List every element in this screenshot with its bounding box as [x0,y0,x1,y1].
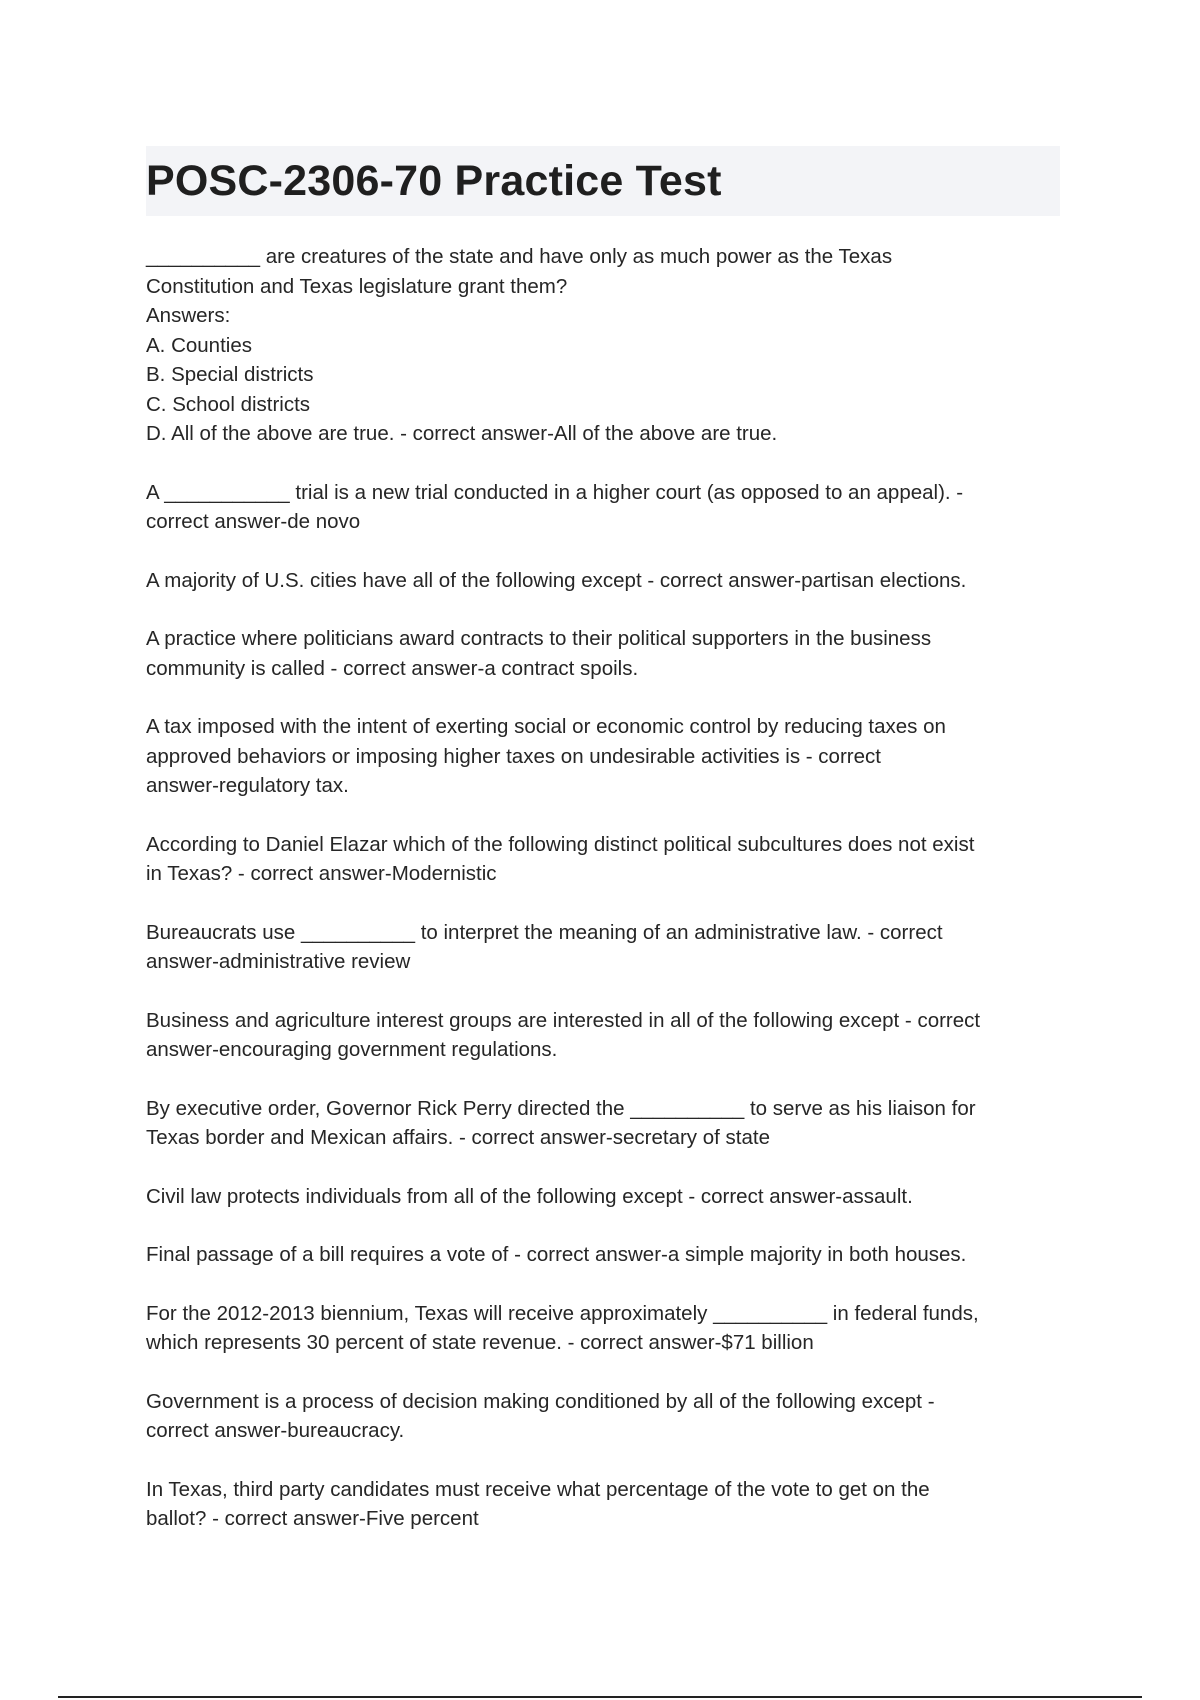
question-text: are creatures of the state and have only as much power as the Texas [260,245,893,268]
fill-in-blank: __________ [300,920,415,944]
question-text: A [146,480,165,504]
question-2-line-2: correct answer-de novo [146,510,361,533]
question-5-line-2: approved behaviors or imposing higher taxes on undesirable activities is - correct [146,744,881,768]
question-4-line-1: A practice where politicians award contracts to their political supporters in the business [146,627,932,650]
fill-in-blank: __________ [713,1301,828,1325]
question-3-text: A majority of U.S. cities have all of the following except - correct answer-partisan elections. [146,568,967,592]
answer-option-b: B. Special districts [146,363,314,386]
question-3 [146,566,1060,596]
question-2-line-1 [146,478,1060,508]
question-7-line-2: answer-administrative review [146,950,411,973]
question-text: Bureaucrats use [146,920,301,944]
page-bottom-divider [58,1696,1142,1698]
question-13 [146,1387,1060,1446]
question-6-line-1: According to Daniel Elazar which of the following distinct political subcultures does not exist [146,832,975,856]
question-8-line-2: answer-encouraging government regulations. [146,1038,558,1061]
question-11 [146,1240,1060,1270]
answers-label: Answers: [146,304,231,327]
question-1-line-2: Constitution and Texas legislature grant them? [146,274,568,298]
question-7 [146,918,1060,977]
question-9-line-2: Texas border and Mexican affairs. - correct answer-secretary of state [146,1126,770,1149]
question-text: to interpret the meaning of an administrative law. - correct [415,920,943,944]
question-6-line-2: in Texas? - correct answer-Modernistic [146,862,497,885]
question-8 [146,1006,1060,1065]
question-14-line-2: ballot? - correct answer-Five percent [146,1507,479,1530]
question-9-line-1 [146,1094,1060,1124]
fill-in-blank: ___________ [164,480,290,504]
question-1-line-1 [146,242,1060,272]
question-4-line-2: community is called - correct answer-a contract spoils. [146,656,639,680]
question-12-line-2: which represents 30 percent of state revenue. - correct answer-$71 billion [146,1331,814,1354]
question-2 [146,478,1060,537]
document-page [146,146,1060,1563]
question-4 [146,624,1060,683]
question-13-line-2: correct answer-bureaucracy. [146,1419,405,1442]
title-band [146,146,1060,216]
question-9 [146,1094,1060,1153]
question-5 [146,712,1060,801]
question-text: By executive order, Governor Rick Perry directed the [146,1096,631,1120]
question-13-line-1: Government is a process of decision making conditioned by all of the following except - [146,1389,935,1413]
question-text: trial is a new trial conducted in a higher court (as opposed to an appeal). - [289,480,964,504]
fill-in-blank: __________ [146,245,261,268]
question-12 [146,1299,1060,1358]
question-5-line-1: A tax imposed with the intent of exerting social or economic control by reducing taxes on [146,715,946,738]
answer-option-a: A. Counties [146,333,252,357]
question-text: to serve as his liaison for [744,1096,976,1120]
question-text: For the 2012-2013 biennium, Texas will receive approximately [146,1301,714,1325]
question-7-line-1 [146,918,1060,948]
question-text: in federal funds, [827,1301,979,1325]
question-1 [146,242,1060,449]
page-title: POSC-2306-70 Practice Test [146,156,722,205]
question-14-line-1: In Texas, third party candidates must receive what percentage of the vote to get on the [146,1477,930,1501]
answer-option-c: C. School districts [146,392,311,416]
question-10 [146,1182,1060,1212]
question-8-line-1: Business and agriculture interest groups are interested in all of the following except - correct [146,1008,981,1032]
question-6 [146,830,1060,889]
question-10-text: Civil law protects individuals from all of the following except - correct answer-assault. [146,1184,913,1208]
question-5-line-3: answer-regulatory tax. [146,774,349,797]
fill-in-blank: __________ [630,1096,745,1120]
question-11-text: Final passage of a bill requires a vote of - correct answer-a simple majority in both houses. [146,1243,967,1266]
question-14 [146,1475,1060,1534]
answer-option-d: D. All of the above are true. - correct answer-All of the above are true. [146,422,778,445]
question-12-line-1 [146,1299,1060,1329]
